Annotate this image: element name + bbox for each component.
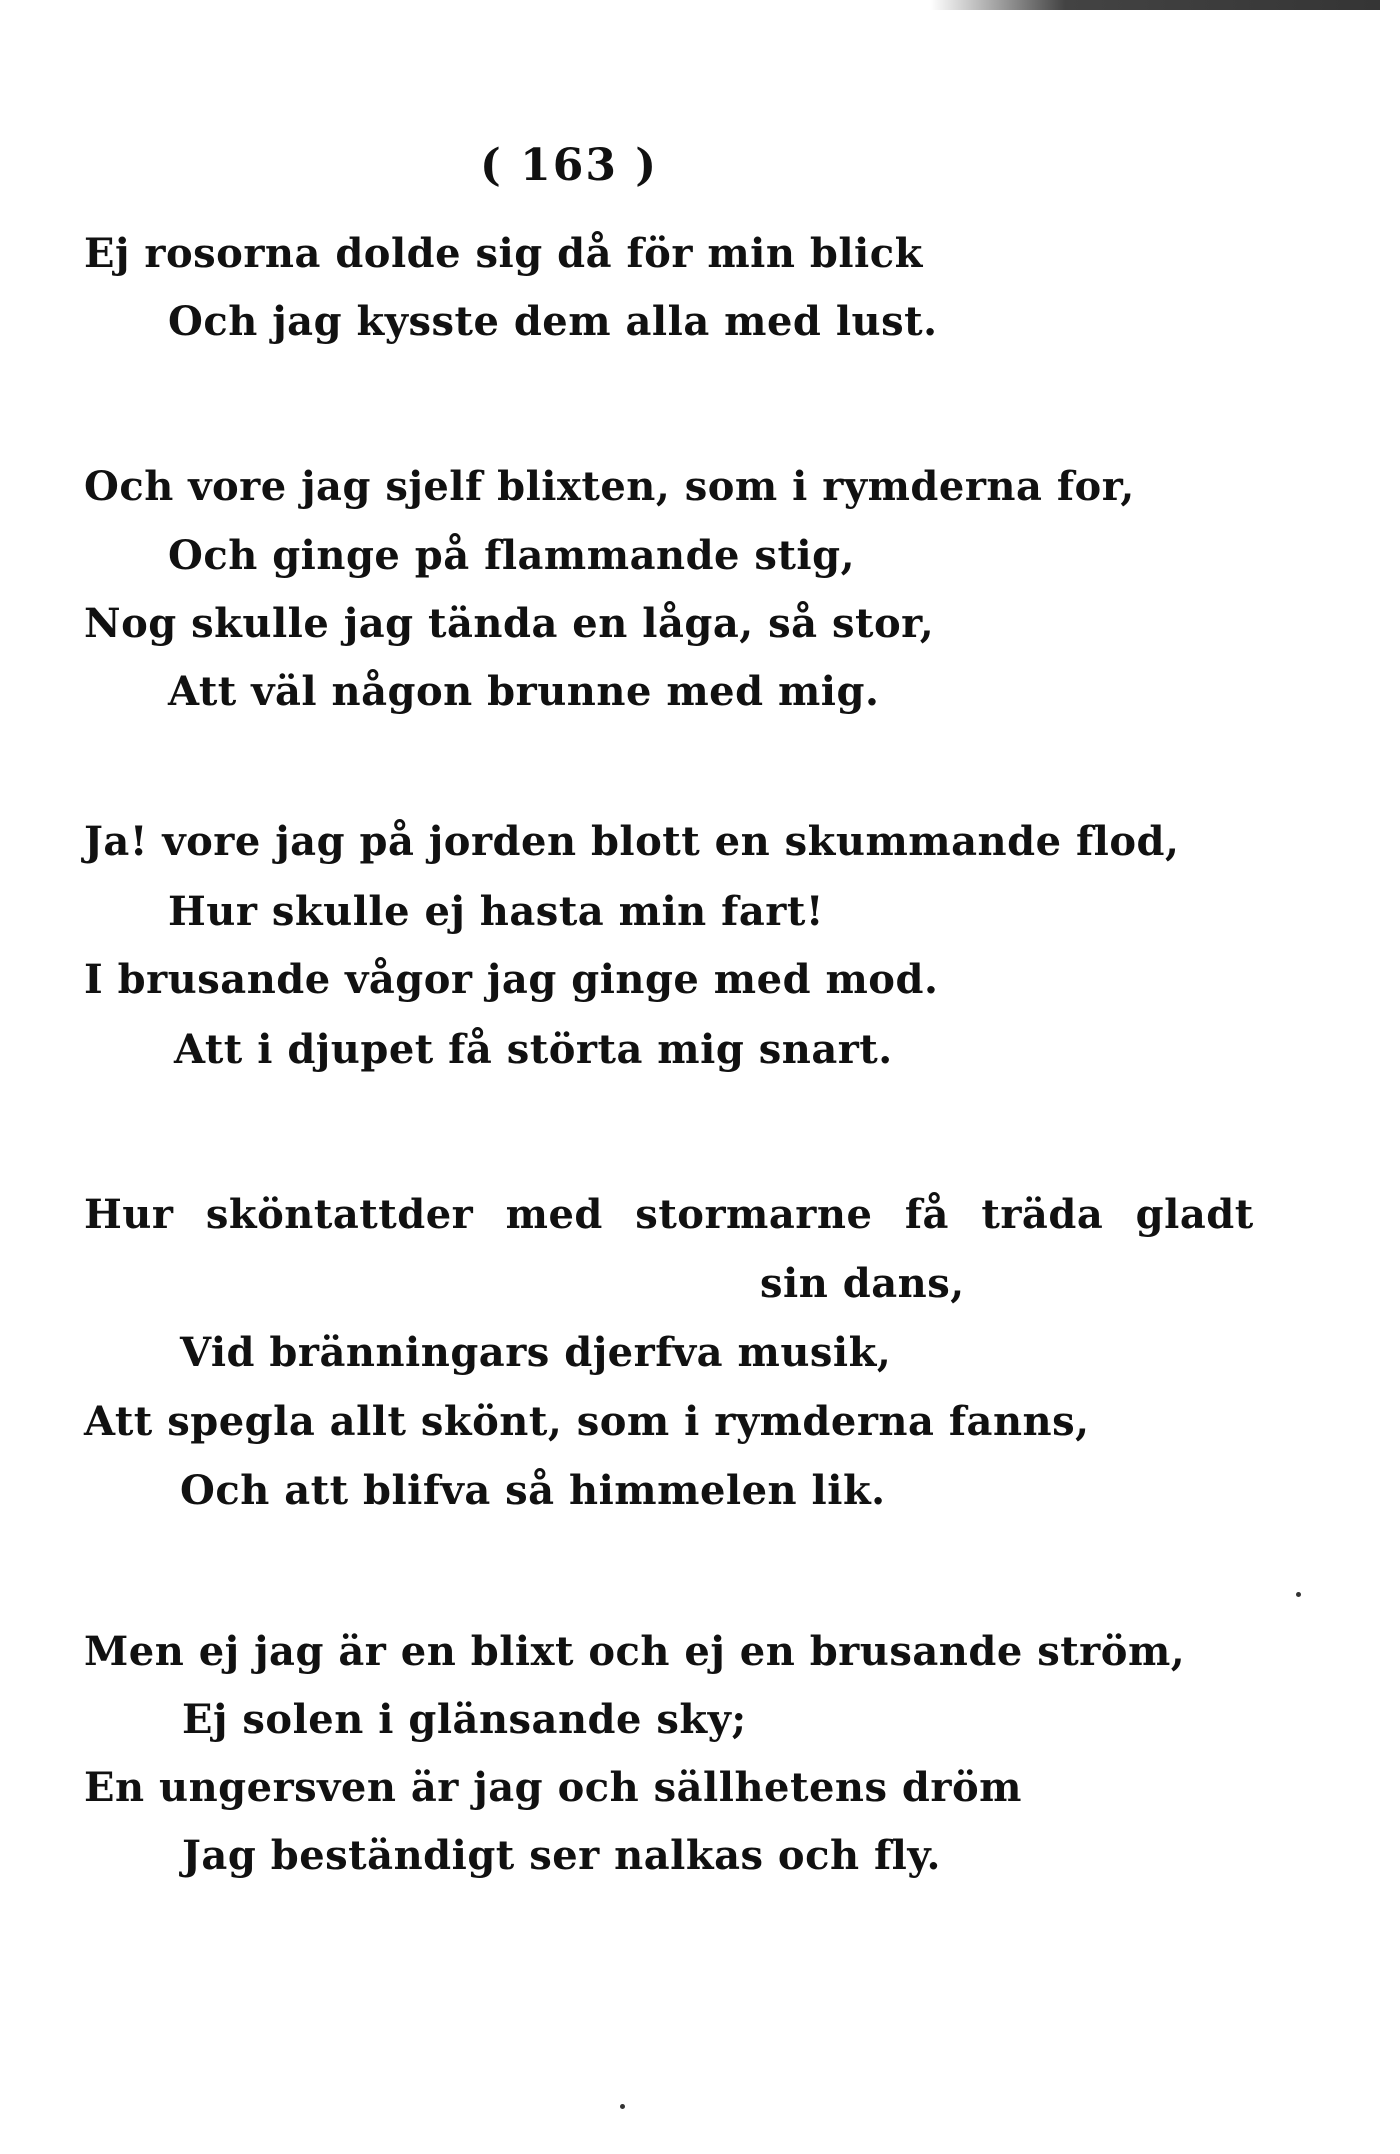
- poem-line: Men ej jag är en blixt och ej en brusande ström,: [84, 1628, 1186, 1675]
- poem-line: Ej solen i glänsande sky;: [182, 1696, 747, 1743]
- page-number: ( 163 ): [480, 140, 659, 191]
- poem-line: Och jag kysste dem alla med lust.: [168, 298, 938, 345]
- poem-line: Ej rosorna dolde sig då för min blick: [84, 230, 923, 277]
- poem-line: Ja! vore jag på jorden blott en skummande flod,: [84, 818, 1180, 865]
- poem-line: Och ginge på flammande stig,: [168, 532, 856, 579]
- poem-line: Nog skulle jag tända en låga, så stor,: [84, 600, 935, 647]
- poem-line: Jag beständigt ser nalkas och fly.: [182, 1832, 941, 1879]
- poem-line: Vid bränningars djerfva musik,: [180, 1329, 892, 1376]
- poem-line: I brusande vågor jag ginge med mod.: [84, 956, 939, 1003]
- poem-line: Och att blifva så himmelen lik.: [180, 1467, 886, 1514]
- poem-line: En ungersven är jag och sällhetens dröm: [84, 1764, 1022, 1811]
- poem-line: Att väl någon brunne med mig.: [168, 668, 880, 715]
- poem-line: Hur sköntattder med stormarne få träda gladt: [84, 1191, 1254, 1238]
- poem-line: Hur skulle ej hasta min fart!: [168, 888, 824, 935]
- print-speck: [620, 2104, 625, 2109]
- poem-line: Att i djupet få störta mig snart.: [174, 1026, 893, 1073]
- poem-line: sin dans,: [760, 1260, 965, 1307]
- scan-edge-mark: [930, 0, 1380, 10]
- poem-line: Och vore jag sjelf blixten, som i rymderna for,: [84, 463, 1135, 510]
- poem-line: Att spegla allt skönt, som i rymderna fanns,: [84, 1398, 1090, 1445]
- print-speck: [1296, 1592, 1301, 1597]
